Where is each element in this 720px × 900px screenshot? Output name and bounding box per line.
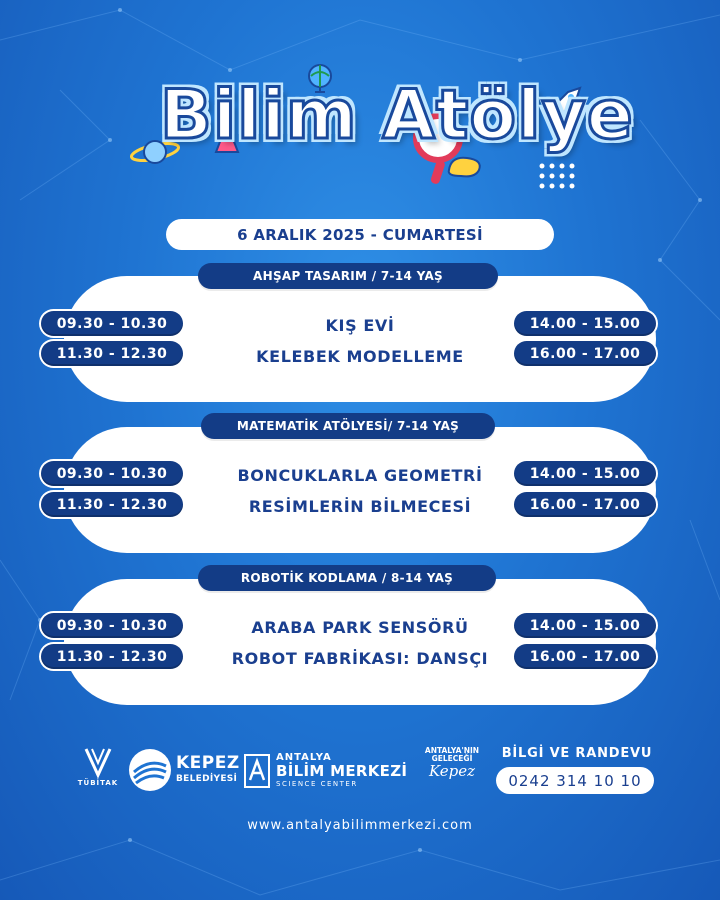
time-slot-right: 14.00 - 15.00	[514, 311, 656, 336]
time-slot-right: 14.00 - 15.00	[514, 461, 656, 486]
abm-line3: SCIENCE CENTER	[276, 780, 358, 788]
section-header-robotik: ROBOTİK KODLAMA / 8-14 YAŞ	[198, 565, 496, 591]
time-slot-right: 16.00 - 17.00	[514, 341, 656, 366]
abm-line2: BİLİM MERKEZİ	[276, 762, 408, 780]
kepez-emblem-icon	[128, 748, 172, 792]
activity-title: BONCUKLARLA GEOMETRİ	[237, 466, 483, 485]
section-header-ahsap: AHŞAP TASARIM / 7-14 YAŞ	[198, 263, 498, 289]
page-title: Bilim Atölye	[160, 76, 634, 155]
time-slot-left: 11.30 - 12.30	[41, 341, 183, 366]
kepez-title: KEPEZ	[176, 753, 240, 773]
time-slot-left: 11.30 - 12.30	[41, 492, 183, 517]
antalyanin-gelecegi-kepez-logo	[418, 747, 486, 795]
antalya-bilim-merkezi-logo	[244, 752, 410, 792]
tubitak-emblem-icon	[82, 745, 114, 779]
section-panel-ahsap	[64, 276, 656, 402]
time-slot-left: 09.30 - 10.30	[41, 613, 183, 638]
time-slot-left: 09.30 - 10.30	[41, 461, 183, 486]
bean-icon	[445, 152, 485, 180]
activity-title: ARABA PARK SENSÖRÜ	[251, 618, 469, 637]
activity-title: KIŞ EVİ	[325, 316, 395, 335]
section-panel-robotik	[64, 579, 656, 705]
tubitak-label: TÜBİTAK	[77, 779, 119, 787]
phone-number[interactable]: 0242 314 10 10	[496, 767, 654, 794]
website-link[interactable]: www.antalyabilimmerkezi.com	[247, 818, 473, 833]
tubitak-logo	[74, 745, 122, 787]
time-slot-right: 16.00 - 17.00	[514, 644, 656, 669]
time-slot-right: 16.00 - 17.00	[514, 492, 656, 517]
abm-line1: ANTALYA	[276, 752, 332, 763]
activity-title: KELEBEK MODELLEME	[256, 347, 464, 366]
section-panel-matematik	[64, 427, 656, 553]
gelecek-line3: Kepez	[428, 762, 476, 780]
abm-emblem-icon	[244, 754, 270, 788]
info-title: BİLGİ VE RANDEVU	[501, 746, 653, 761]
gelecek-line2: GELECEĞİ	[431, 754, 473, 763]
time-slot-left: 09.30 - 10.30	[41, 311, 183, 336]
activity-title: ROBOT FABRİKASI: DANSÇI	[231, 649, 489, 668]
date-banner: 6 ARALIK 2025 - CUMARTESİ	[166, 219, 554, 250]
bilim-atolye-logo	[130, 62, 634, 192]
dot-grid-decoration	[538, 162, 582, 190]
section-header-matematik: MATEMATİK ATÖLYESİ/ 7-14 YAŞ	[201, 413, 495, 439]
kepez-belediyesi-logo	[128, 748, 240, 794]
activity-title: RESİMLERİN BİLMECESİ	[248, 497, 472, 516]
time-slot-left: 11.30 - 12.30	[41, 644, 183, 669]
gelecek-line1: ANTALYA'NIN	[424, 746, 480, 755]
kepez-subtitle: BELEDİYESİ	[176, 774, 238, 784]
time-slot-right: 14.00 - 15.00	[514, 613, 656, 638]
